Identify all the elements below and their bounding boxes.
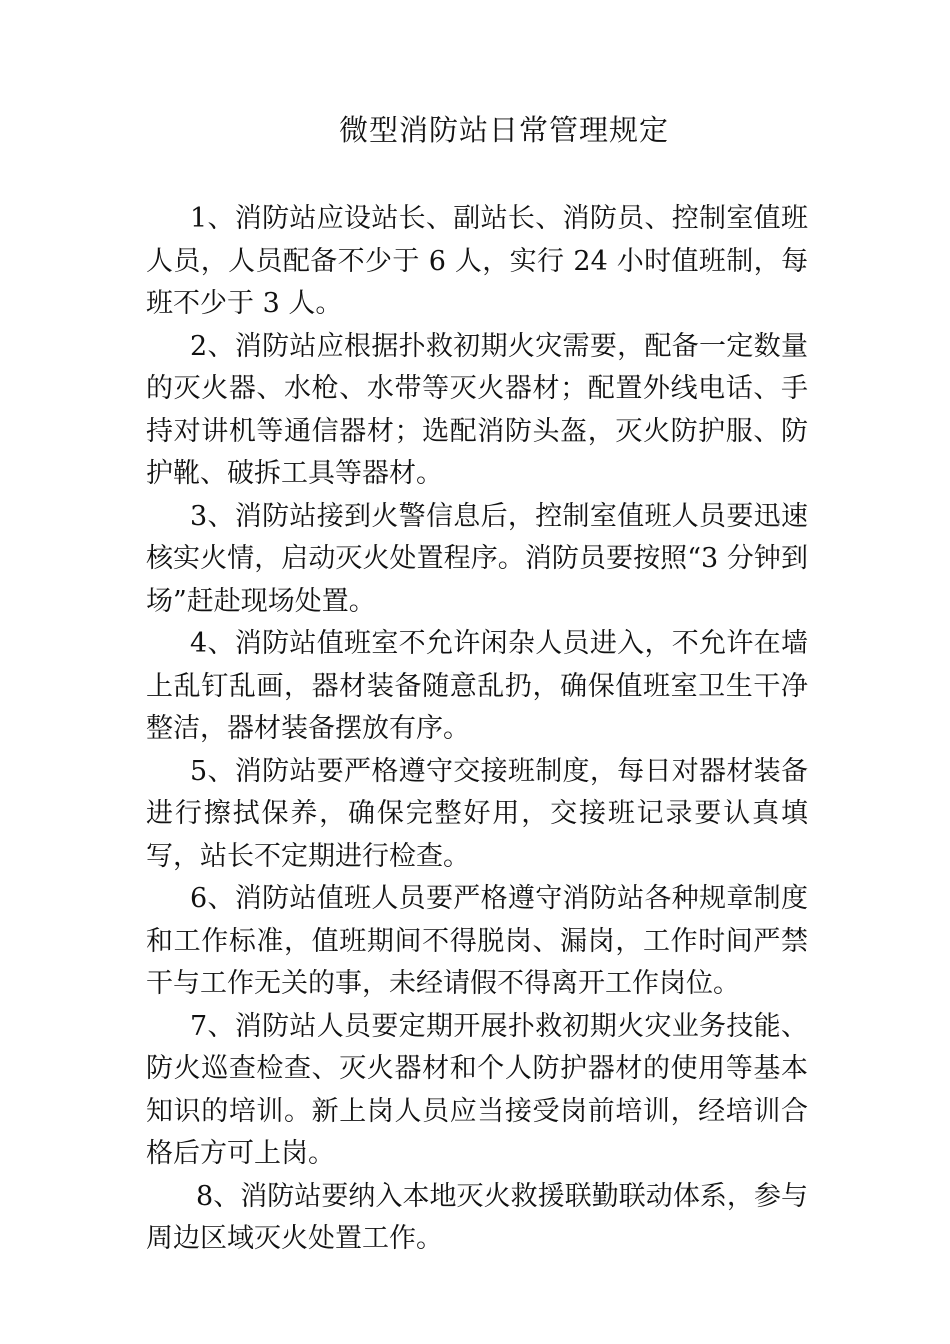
paragraph-3: 3、消防站接到火警信息后，控制室值班人员要迅速核实火情，启动灭火处置程序。消防员要按照“3 分钟到场”赶赴现场处置。 [146, 500, 808, 617]
document-body [146, 198, 808, 1261]
paragraph-8: 8、消防站要纳入本地灭火救援联勤联动体系，参与周边区域灭火处置工作。 [146, 1180, 808, 1254]
paragraph-5: 5、消防站要严格遵守交接班制度，每日对器材装备进行擦拭保养，确保完整好用，交接班记录要认真填写，站长不定期进行检查。 [146, 755, 808, 872]
paragraph-7: 7、消防站人员要定期开展扑救初期火灾业务技能、防火巡查检查、灭火器材和个人防护器材的使用等基本知识的培训。新上岗人员应当接受岗前培训，经培训合格后方可上岗。 [146, 1010, 808, 1169]
paragraph-6: 6、消防站值班人员要严格遵守消防站各种规章制度和工作标准，值班期间不得脱岗、漏岗，工作时间严禁干与工作无关的事，未经请假不得离开工作岗位。 [146, 883, 808, 999]
paragraph-2: 2、消防站应根据扑救初期火灾需要，配备一定数量的灭火器、水枪、水带等灭火器材；配置外线电话、手持对讲机等通信器材；选配消防头盔，灭火防护服、防护靴、破拆工具等器材。 [146, 330, 808, 489]
document-title: 微型消防站日常管理规定 [338, 113, 669, 147]
paragraph-1: 1、消防站应设站长、副站长、消防员、控制室值班人员，人员配备不少于 6 人，实行 24 小时值班制，每班不少于 3 人。 [146, 203, 808, 319]
paragraph-4: 4、消防站值班室不允许闲杂人员进入，不允许在墙上乱钉乱画，器材装备随意乱扔，确保值班室卫生干净整洁，器材装备摆放有序。 [146, 628, 808, 744]
